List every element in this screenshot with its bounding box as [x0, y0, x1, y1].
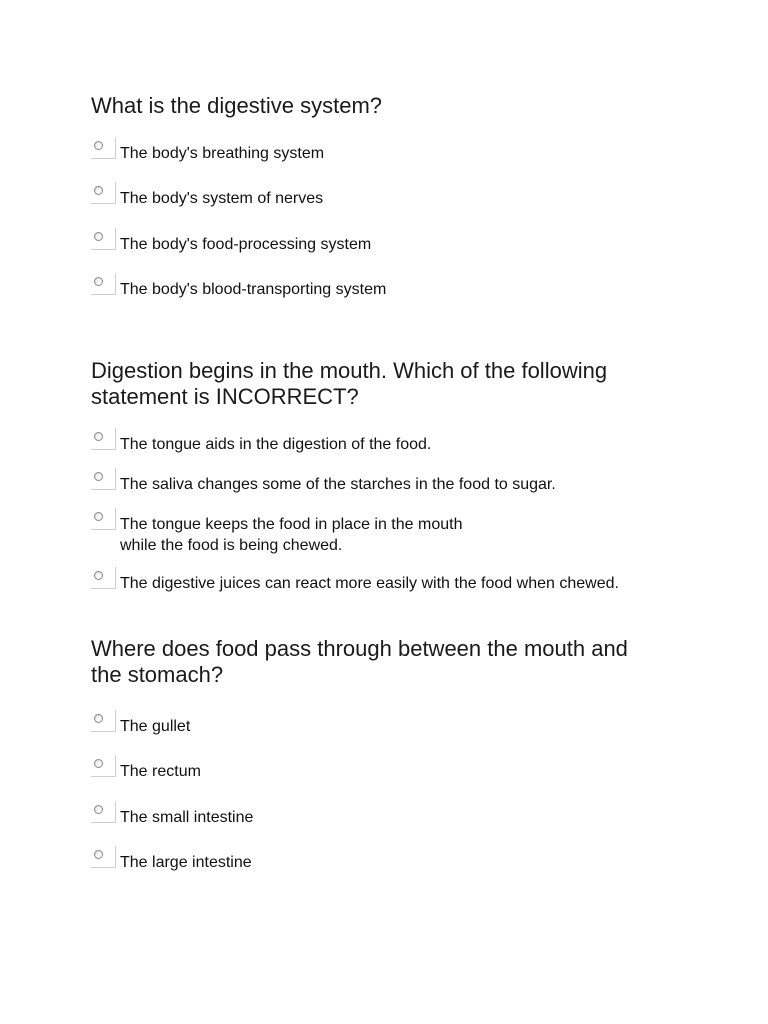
radio-circle-icon	[94, 850, 103, 859]
option-label: The rectum	[120, 763, 201, 780]
radio-button[interactable]	[91, 710, 116, 732]
radio-circle-icon	[94, 571, 103, 580]
option-label: The gullet	[120, 718, 191, 735]
radio-circle-icon	[94, 141, 103, 150]
radio-button[interactable]	[91, 468, 116, 490]
radio-circle-icon	[94, 759, 103, 768]
option-label: The tongue aids in the digestion of the food.	[120, 436, 432, 453]
radio-circle-icon	[94, 472, 103, 481]
question-1	[91, 93, 691, 298]
radio-button[interactable]	[91, 801, 116, 823]
radio-circle-icon	[94, 232, 103, 241]
option-label: The saliva changes some of the starches in the food to sugar.	[120, 476, 556, 493]
radio-circle-icon	[94, 714, 103, 723]
radio-circle-icon	[94, 186, 103, 195]
radio-circle-icon	[94, 805, 103, 814]
radio-button[interactable]	[91, 508, 116, 530]
radio-button[interactable]	[91, 846, 116, 868]
option-label: The body's system of nerves	[120, 190, 324, 207]
radio-button[interactable]	[91, 137, 116, 159]
option-label: The small intestine	[120, 809, 254, 826]
radio-circle-icon	[94, 277, 103, 286]
option-label: The tongue keeps the food in place in the mouth while the food is being chewed.	[120, 516, 463, 554]
option-label: The digestive juices can react more easily with the food when chewed.	[120, 575, 619, 592]
radio-button[interactable]	[91, 273, 116, 295]
question-3-title: Where does food pass through between the mouth and the stomach?	[91, 636, 628, 687]
radio-button[interactable]	[91, 228, 116, 250]
question-1-title: What is the digestive system?	[91, 93, 383, 118]
radio-button[interactable]	[91, 755, 116, 777]
option-label: The large intestine	[120, 854, 252, 871]
option-label: The body's breathing system	[120, 145, 325, 162]
radio-button[interactable]	[91, 428, 116, 450]
option-label: The body's food-processing system	[120, 236, 372, 253]
question-2	[91, 358, 691, 592]
option-label: The body's blood-transporting system	[120, 281, 387, 298]
question-3	[91, 636, 691, 871]
radio-circle-icon	[94, 512, 103, 521]
radio-button[interactable]	[91, 182, 116, 204]
question-2-title: Digestion begins in the mouth. Which of the following statement is INCORRECT?	[91, 358, 608, 409]
radio-circle-icon	[94, 432, 103, 441]
radio-button[interactable]	[91, 567, 116, 589]
